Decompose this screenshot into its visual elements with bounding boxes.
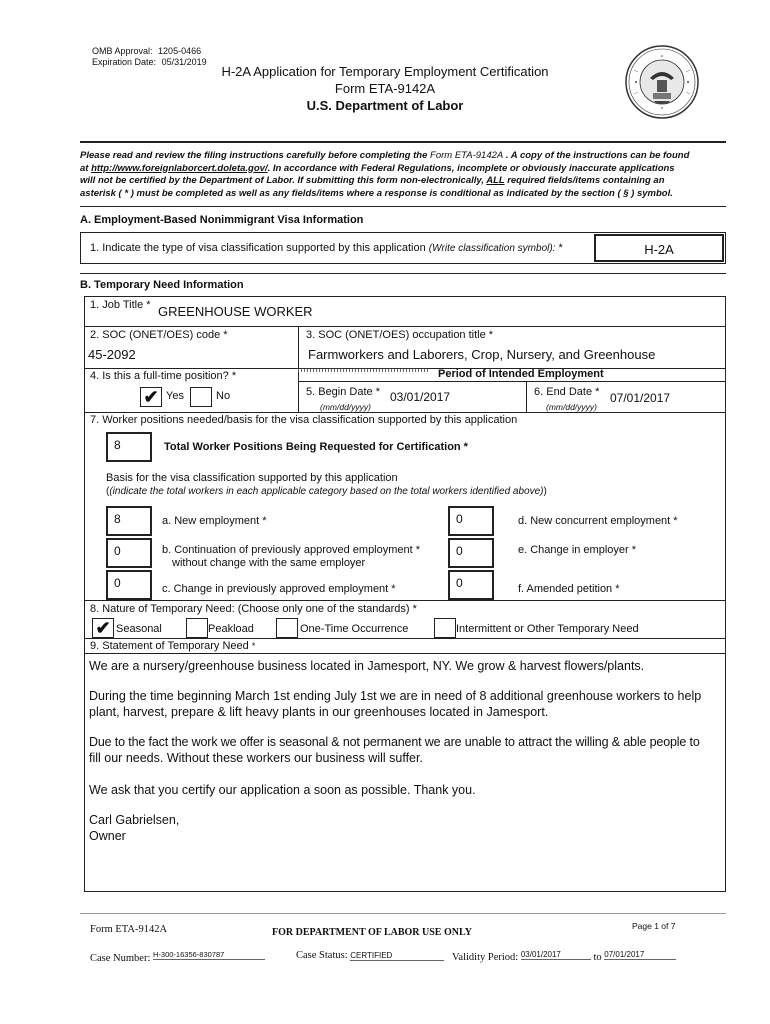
instructions-line-1 bbox=[80, 150, 740, 163]
new-employment-input[interactable]: 8 bbox=[106, 506, 152, 536]
section-b-divider bbox=[80, 273, 726, 274]
statement-p3a: Due to the fact the work we offer is seasonal & not permanent we are unable to attract the willing & able people to bbox=[89, 735, 700, 749]
change-employer-input[interactable]: 0 bbox=[448, 538, 494, 568]
case-number bbox=[90, 950, 265, 964]
row-divider-6 bbox=[84, 653, 726, 654]
case-number-value: H-300-16356-830787 bbox=[153, 950, 265, 960]
new-concurrent-label: d. New concurrent employment * bbox=[518, 515, 678, 527]
period-header bbox=[298, 368, 726, 382]
begin-date-input[interactable]: 03/01/2017 bbox=[390, 390, 451, 404]
period-hatch-left bbox=[298, 368, 428, 372]
seasonal-checkbox[interactable]: ✔ bbox=[92, 618, 114, 638]
row-divider-1 bbox=[84, 326, 726, 327]
instr-text-5: required fields/items containing an bbox=[507, 175, 665, 186]
seasonal-label: Seasonal bbox=[116, 623, 162, 635]
instr-text-4: will not be certified by the Department of Labor. If submitting this form non-electronically, bbox=[80, 175, 484, 186]
validity-to-label: to bbox=[593, 952, 602, 963]
new-concurrent-input[interactable]: 0 bbox=[448, 506, 494, 536]
visa-class-hint: (Write classification symbol): bbox=[428, 243, 556, 254]
statement-textarea[interactable] bbox=[89, 658, 725, 844]
job-title-label: 1. Job Title * bbox=[90, 299, 151, 311]
statement-p5a: Carl Gabrielsen, bbox=[89, 813, 180, 827]
end-date-label: 6. End Date * bbox=[534, 386, 600, 398]
exp-value: 05/31/2019 bbox=[161, 57, 207, 67]
section-a-divider bbox=[80, 206, 726, 207]
header-divider bbox=[80, 141, 726, 143]
instr-at: at bbox=[80, 162, 92, 174]
fulltime-yes-checkbox[interactable]: ✔ bbox=[140, 387, 162, 407]
soc-code-input[interactable]: 45-2092 bbox=[88, 347, 136, 362]
amended-petition-input[interactable]: 0 bbox=[448, 570, 494, 600]
continuation-label-2: without change with the same employer bbox=[172, 557, 366, 569]
footer-page: Page 1 of 7 bbox=[632, 921, 676, 931]
total-positions-label: Total Worker Positions Being Requested for Certification * bbox=[164, 441, 468, 453]
section-a-title: A. Employment-Based Nonimmigrant Visa Information bbox=[80, 214, 364, 226]
instructions-line-4: asterisk ( * ) must be completed as well as any fields/items where a response is conditional as indicated by the section ( § ) symbol. bbox=[80, 187, 673, 199]
job-title-input[interactable]: GREENHOUSE WORKER bbox=[158, 304, 313, 319]
instr-text-2: . A copy of the instructions can be found bbox=[505, 150, 690, 161]
end-date-hint: (mm/dd/yyyy) bbox=[546, 402, 597, 412]
begin-date-label: 5. Begin Date * bbox=[306, 386, 380, 398]
begin-date-hint: (mm/dd/yyyy) bbox=[320, 402, 371, 412]
validity-period bbox=[452, 950, 676, 963]
visa-class-label bbox=[90, 242, 563, 254]
q9-label bbox=[90, 640, 255, 652]
statement-p2a: During the time beginning March 1st ending July 1st we are in need of 8 additional greenhouse workers to help bbox=[89, 689, 702, 703]
instr-text-3: . In accordance with Federal Regulations, incomplete or obviously inaccurate applications bbox=[267, 162, 675, 174]
validity-to: 07/01/2017 bbox=[604, 950, 676, 960]
continuation-input[interactable]: 0 bbox=[106, 538, 152, 568]
dol-seal-icon bbox=[624, 44, 700, 120]
statement-p1: We are a nursery/greenhouse business located in Jamesport, NY. We grow & harvest flowers/plants. bbox=[89, 659, 645, 673]
footer-form: Form ETA-9142A bbox=[90, 924, 168, 935]
intermittent-checkbox[interactable] bbox=[434, 618, 456, 638]
instructions-line-2 bbox=[80, 163, 740, 176]
row-divider-3 bbox=[84, 412, 726, 413]
onetime-label: One-Time Occurrence bbox=[300, 623, 409, 635]
basis-label: Basis for the visa classification supported by this application bbox=[106, 472, 398, 484]
amended-petition-label: f. Amended petition * bbox=[518, 583, 620, 595]
q8-label: 8. Nature of Temporary Need: (Choose only one of the standards) * bbox=[90, 603, 417, 615]
form-number: Form ETA-9142A bbox=[334, 81, 436, 96]
basis-hint: ((indicate the total workers in each applicable category based on the total workers identified above)) bbox=[106, 486, 547, 497]
q7-label: 7. Worker positions needed/basis for the visa classification supported by this application bbox=[90, 414, 518, 426]
fulltime-no-checkbox[interactable] bbox=[190, 387, 212, 407]
q9-text: 9. Statement of Temporary Need bbox=[90, 640, 249, 652]
date-col-divider bbox=[526, 382, 527, 412]
visa-class-star: * bbox=[558, 242, 563, 254]
case-status-label: Case Status: bbox=[296, 950, 348, 961]
visa-class-input[interactable]: H-2A bbox=[594, 234, 724, 262]
form-title: H-2A Application for Temporary Employment Certification bbox=[221, 64, 549, 79]
case-number-label: Case Number: bbox=[90, 953, 151, 964]
exp-label: Expiration Date: bbox=[92, 57, 157, 67]
soc-title-input[interactable]: Farmworkers and Laborers, Crop, Nursery, and Greenhouse bbox=[308, 347, 656, 362]
basis-hint-text: (indicate the total workers in each applicable category based on the total workers identified above) bbox=[109, 486, 544, 497]
footer-divider bbox=[80, 913, 726, 914]
intermittent-label: Intermittent or Other Temporary Need bbox=[456, 623, 639, 635]
instr-form-name: Form ETA-9142A bbox=[430, 150, 504, 161]
statement-p2b: plant, harvest, prepare & lift heavy plants in our greenhouses located in Jamesport. bbox=[89, 705, 549, 719]
change-approved-input[interactable]: 0 bbox=[106, 570, 152, 600]
validity-label: Validity Period: bbox=[452, 952, 519, 963]
footer-dol-use: FOR DEPARTMENT OF LABOR USE ONLY bbox=[272, 927, 472, 938]
change-approved-label: c. Change in previously approved employment * bbox=[162, 583, 396, 595]
instructions-line-3 bbox=[80, 175, 740, 188]
peakload-label: Peakload bbox=[208, 623, 254, 635]
fulltime-label: 4. Is this a full-time position? * bbox=[90, 370, 237, 382]
new-employment-label: a. New employment * bbox=[162, 515, 267, 527]
visa-class-text: 1. Indicate the type of visa classification supported by this application bbox=[90, 242, 426, 254]
soc-col-divider bbox=[298, 326, 299, 368]
row-divider-5 bbox=[84, 638, 726, 639]
instr-all: ALL bbox=[486, 175, 505, 186]
period-title: Period of Intended Employment bbox=[438, 368, 604, 380]
q9-star: * bbox=[251, 641, 256, 651]
instructions-link[interactable]: http://www.foreignlaborcert.doleta.gov/ bbox=[91, 162, 268, 174]
row-divider-4 bbox=[84, 600, 726, 601]
agency-name: U.S. Department of Labor bbox=[306, 98, 464, 113]
soc-title-label: 3. SOC (ONET/OES) occupation title * bbox=[306, 329, 494, 341]
soc-code-label: 2. SOC (ONET/OES) code * bbox=[90, 329, 228, 341]
fulltime-yes-label: Yes bbox=[166, 390, 184, 402]
total-positions-input[interactable]: 8 bbox=[106, 432, 152, 462]
case-status-value: CERTIFIED bbox=[350, 951, 444, 961]
peakload-checkbox[interactable] bbox=[186, 618, 208, 638]
omb-approval bbox=[92, 46, 201, 57]
statement-p3b: fill our needs. Without these workers our business will suffer. bbox=[89, 751, 423, 765]
onetime-checkbox[interactable] bbox=[276, 618, 298, 638]
case-status bbox=[296, 950, 444, 961]
statement-p4: We ask that you certify our application a soon as possible. Thank you. bbox=[89, 783, 476, 797]
fulltime-no-label: No bbox=[216, 390, 231, 402]
omb-label: OMB Approval: bbox=[92, 46, 153, 56]
omb-value: 1205-0466 bbox=[158, 46, 202, 56]
instructions bbox=[80, 150, 740, 200]
end-date-input[interactable]: 07/01/2017 bbox=[610, 391, 671, 405]
continuation-label: b. Continuation of previously approved employment * bbox=[162, 544, 421, 556]
instr-text-1: Please read and review the filing instructions carefully before completing the bbox=[80, 150, 428, 161]
validity-from: 03/01/2017 bbox=[521, 950, 591, 960]
change-employer-label: e. Change in employer * bbox=[518, 544, 637, 556]
section-b-title: B. Temporary Need Information bbox=[80, 279, 244, 291]
statement-p5b: Owner bbox=[89, 829, 126, 843]
